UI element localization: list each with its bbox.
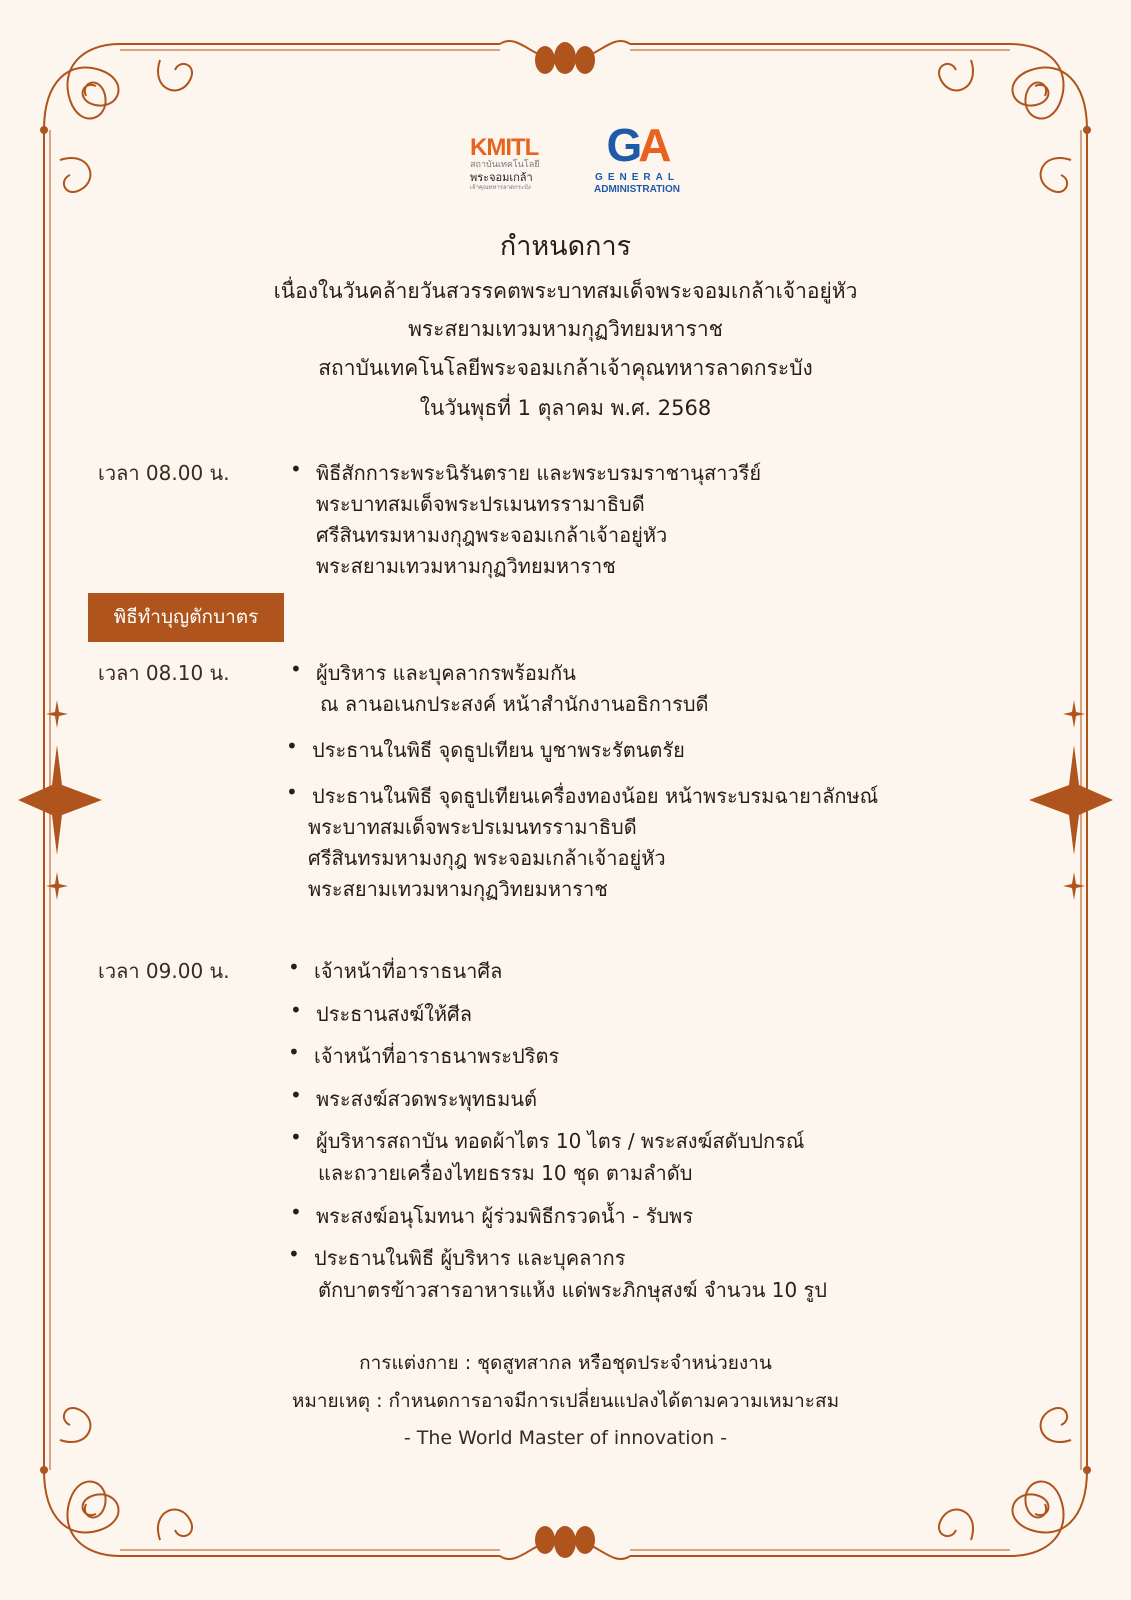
- kmitl-line1: สถาบันเทคโนโลยี: [470, 160, 540, 170]
- schedule-item: • ประธานในพิธี จุดธูปเทียน บูชาพระรัตนตรัย: [312, 734, 685, 766]
- schedule-item: • ประธานในพิธี ผู้บริหาร และบุคลากร: [314, 1242, 625, 1274]
- schedule-time-0810: เวลา 08.10 น.: [98, 661, 230, 685]
- schedule-item: • พระสงฆ์สวดพระพุทธมนต์: [316, 1083, 537, 1115]
- tagline: - The World Master of innovation -: [403, 1427, 728, 1449]
- header-line-1: เนื่องในวันคล้ายวันสวรรคตพระบาทสมเด็จพระจอมเกล้าเจ้าอยู่หัว: [273, 279, 858, 303]
- ga-line1: GENERAL: [595, 172, 679, 183]
- page-title: กำหนดการ: [499, 231, 632, 262]
- kmitl-line2: พระจอมเกล้า: [470, 171, 533, 184]
- kmitl-logo: [470, 136, 552, 192]
- ga-mark-a: A: [638, 119, 668, 171]
- schedule-item-cont: และถวายเครื่องไทยธรรม 10 ชุด ตามลำดับ: [318, 1161, 693, 1185]
- ga-mark: [592, 119, 682, 171]
- schedule-item: • เจ้าหน้าที่อาราธนาพระปริตร: [314, 1040, 559, 1072]
- schedule-item: • ผู้บริหาร และบุคลากรพร้อมกัน: [316, 657, 576, 689]
- header-line-2: พระสยามเทวมหามกุฏวิทยมหาราช: [408, 317, 723, 341]
- kmitl-line3: เจ้าคุณทหารลาดกระบัง: [470, 184, 531, 191]
- dress-code: การแต่งกาย : ชุดสูทสากล หรือชุดประจำหน่วยงาน: [359, 1352, 772, 1374]
- schedule-time-0800: เวลา 08.00 น.: [98, 461, 230, 485]
- kmitl-brand: KMITL: [470, 134, 539, 161]
- schedule-item: • ประธานสงฆ์ให้ศีล: [316, 998, 472, 1030]
- section-banner: พิธีทำบุญตักบาตร: [88, 593, 284, 642]
- ga-mark-g: G: [606, 119, 639, 171]
- schedule-item-cont: พระสยามเทวมหามกุฏวิทยมหาราช: [316, 554, 616, 578]
- schedule-item: • ประธานในพิธี จุดธูปเทียนเครื่องทองน้อย หน้าพระบรมฉายาลักษณ์: [312, 780, 878, 812]
- ga-line2: ADMINISTRATION: [594, 184, 680, 195]
- schedule-item-cont: ตักบาตรข้าวสารอาหารแห้ง แด่พระภิกษุสงฆ์ จำนวน 10 รูป: [318, 1278, 827, 1302]
- schedule-item: • ผู้บริหารสถาบัน ทอดผ้าไตร 10 ไตร / พระสงฆ์สดับปกรณ์: [316, 1125, 804, 1157]
- remark: หมายเหตุ : กำหนดการอาจมีการเปลี่ยนแปลงได้ตามความเหมาะสม: [291, 1390, 840, 1412]
- header-line-3: สถาบันเทคโนโลยีพระจอมเกล้าเจ้าคุณทหารลาดกระบัง: [318, 356, 813, 380]
- schedule-item-cont: ณ ลานอเนกประสงค์ หน้าสำนักงานอธิการบดี: [320, 692, 709, 716]
- logo-row: [0, 119, 1131, 202]
- schedule-item: • พิธีสักการะพระนิรันตราย และพระบรมราชานุสาวรีย์: [316, 457, 761, 489]
- schedule-item-cont: ศรีสินทรมหามงกุฎพระจอมเกล้าเจ้าอยู่หัว: [316, 523, 668, 547]
- schedule-item: • พระสงฆ์อนุโมทนา ผู้ร่วมพิธีกรวดน้ำ - รับพร: [316, 1200, 693, 1232]
- ga-logo: [592, 119, 682, 196]
- schedule-item-cont: พระสยามเทวมหามกุฏวิทยมหาราช: [308, 877, 608, 901]
- schedule-item-cont: พระบาทสมเด็จพระปรเมนทรรามาธิบดี: [316, 492, 645, 516]
- schedule-item-cont: พระบาทสมเด็จพระปรเมนทรรามาธิบดี: [308, 815, 637, 839]
- schedule-item: • เจ้าหน้าที่อาราธนาศีล: [314, 955, 502, 987]
- schedule-time-0900: เวลา 09.00 น.: [98, 959, 230, 983]
- header-line-4: ในวันพุธที่ 1 ตุลาคม พ.ศ. 2568: [419, 396, 712, 420]
- schedule-item-cont: ศรีสินทรมหามงกุฎ พระจอมเกล้าเจ้าอยู่หัว: [308, 846, 666, 870]
